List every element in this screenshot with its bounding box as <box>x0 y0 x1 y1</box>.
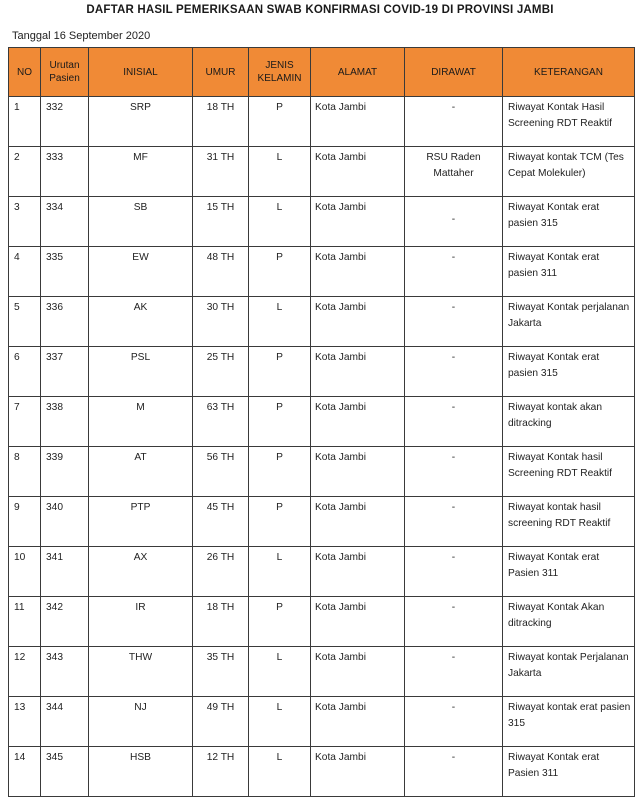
cell-alamat: Kota Jambi <box>311 747 405 797</box>
cell-no: 5 <box>9 297 41 347</box>
cell-jenis-kelamin: P <box>249 447 311 497</box>
table-row <box>9 497 635 547</box>
cell-dirawat: - <box>405 697 503 747</box>
cell-umur: 15 TH <box>193 197 249 247</box>
cell-jenis-kelamin: L <box>249 197 311 247</box>
cell-jenis-kelamin: L <box>249 697 311 747</box>
table-row <box>9 647 635 697</box>
cell-inisial: AX <box>89 547 193 597</box>
cell-alamat: Kota Jambi <box>311 97 405 147</box>
cell-jenis-kelamin: P <box>249 247 311 297</box>
cell-alamat: Kota Jambi <box>311 447 405 497</box>
cell-keterangan: Riwayat Kontak perjalanan Jakarta <box>503 297 635 347</box>
cell-jenis-kelamin: L <box>249 147 311 197</box>
table-header-row <box>9 48 635 97</box>
column-header-jenis-kelamin: JENIS KELAMIN <box>249 48 311 97</box>
cell-dirawat: - <box>405 297 503 347</box>
cell-urutan-pasien: 335 <box>41 247 89 297</box>
table-row <box>9 247 635 297</box>
cell-urutan-pasien: 340 <box>41 497 89 547</box>
cell-jenis-kelamin: L <box>249 647 311 697</box>
cell-keterangan: Riwayat Kontak erat Pasien 311 <box>503 547 635 597</box>
cell-inisial: EW <box>89 247 193 297</box>
table-row <box>9 597 635 647</box>
column-header-dirawat: DIRAWAT <box>405 48 503 97</box>
cell-umur: 26 TH <box>193 547 249 597</box>
cell-dirawat <box>405 197 503 247</box>
cell-keterangan: Riwayat kontak Perjalanan Jakarta <box>503 647 635 697</box>
cell-urutan-pasien: 342 <box>41 597 89 647</box>
cell-jenis-kelamin: P <box>249 597 311 647</box>
table-row <box>9 447 635 497</box>
cell-jenis-kelamin: L <box>249 297 311 347</box>
cell-keterangan: Riwayat Kontak Hasil Screening RDT Reaktif <box>503 97 635 147</box>
cell-umur: 25 TH <box>193 347 249 397</box>
table-row <box>9 397 635 447</box>
cell-alamat: Kota Jambi <box>311 597 405 647</box>
column-header-no: NO <box>9 48 41 97</box>
cell-alamat: Kota Jambi <box>311 697 405 747</box>
cell-dirawat: - <box>405 447 503 497</box>
cell-inisial: AK <box>89 297 193 347</box>
table-row <box>9 697 635 747</box>
cell-umur: 18 TH <box>193 97 249 147</box>
cell-alamat: Kota Jambi <box>311 497 405 547</box>
document-date: Tanggal 16 September 2020 <box>12 30 151 42</box>
cell-no: 4 <box>9 247 41 297</box>
column-header-keterangan: KETERANGAN <box>503 48 635 97</box>
cell-dirawat: - <box>405 747 503 797</box>
cell-inisial: THW <box>89 647 193 697</box>
cell-alamat: Kota Jambi <box>311 247 405 297</box>
cell-alamat: Kota Jambi <box>311 147 405 197</box>
cell-umur: 49 TH <box>193 697 249 747</box>
cell-urutan-pasien: 337 <box>41 347 89 397</box>
cell-no: 14 <box>9 747 41 797</box>
document-title: DAFTAR HASIL PEMERIKSAAN SWAB KONFIRMASI COVID-19 DI PROVINSI JAMBI <box>86 4 554 16</box>
cell-alamat: Kota Jambi <box>311 397 405 447</box>
table-row <box>9 297 635 347</box>
cell-keterangan: Riwayat kontak hasil screening RDT Reaktif <box>503 497 635 547</box>
cell-urutan-pasien: 339 <box>41 447 89 497</box>
cell-dirawat: RSU Raden Mattaher <box>405 147 503 197</box>
cell-keterangan: Riwayat Kontak erat pasien 311 <box>503 247 635 297</box>
cell-dirawat: - <box>405 547 503 597</box>
cell-inisial: SRP <box>89 97 193 147</box>
cell-no: 3 <box>9 197 41 247</box>
cell-keterangan: Riwayat Kontak erat pasien 315 <box>503 347 635 397</box>
cell-urutan-pasien: 341 <box>41 547 89 597</box>
cell-jenis-kelamin: L <box>249 747 311 797</box>
cell-inisial: SB <box>89 197 193 247</box>
cell-keterangan: Riwayat Kontak erat pasien 315 <box>503 197 635 247</box>
cell-no: 1 <box>9 97 41 147</box>
cell-urutan-pasien: 343 <box>41 647 89 697</box>
cell-jenis-kelamin: L <box>249 547 311 597</box>
cell-no: 6 <box>9 347 41 397</box>
cell-urutan-pasien: 333 <box>41 147 89 197</box>
cell-alamat: Kota Jambi <box>311 297 405 347</box>
cell-umur: 31 TH <box>193 147 249 197</box>
cell-no: 9 <box>9 497 41 547</box>
cell-urutan-pasien: 334 <box>41 197 89 247</box>
cell-urutan-pasien: 336 <box>41 297 89 347</box>
table-row <box>9 197 635 247</box>
cell-alamat: Kota Jambi <box>311 347 405 397</box>
cell-urutan-pasien: 344 <box>41 697 89 747</box>
cell-inisial: NJ <box>89 697 193 747</box>
cell-alamat: Kota Jambi <box>311 547 405 597</box>
cell-keterangan: Riwayat kontak erat pasien 315 <box>503 697 635 747</box>
cell-dirawat: - <box>405 247 503 297</box>
cell-inisial: PSL <box>89 347 193 397</box>
cell-umur: 30 TH <box>193 297 249 347</box>
cell-dirawat: - <box>405 97 503 147</box>
cell-no: 2 <box>9 147 41 197</box>
cell-umur: 63 TH <box>193 397 249 447</box>
column-header-alamat: ALAMAT <box>311 48 405 97</box>
cell-dirawat: - <box>405 397 503 447</box>
cell-umur: 12 TH <box>193 747 249 797</box>
cell-jenis-kelamin: P <box>249 497 311 547</box>
cell-keterangan: Riwayat kontak TCM (Tes Cepat Molekuler) <box>503 147 635 197</box>
cell-no: 8 <box>9 447 41 497</box>
cell-dirawat: - <box>405 497 503 547</box>
table-row <box>9 147 635 197</box>
cell-dirawat: - <box>405 347 503 397</box>
cell-umur: 48 TH <box>193 247 249 297</box>
column-header-umur: UMUR <box>193 48 249 97</box>
cell-urutan-pasien: 332 <box>41 97 89 147</box>
cell-inisial: M <box>89 397 193 447</box>
column-header-urutan-pasien: Urutan Pasien <box>41 48 89 97</box>
table-row <box>9 97 635 147</box>
cell-umur: 18 TH <box>193 597 249 647</box>
cell-inisial: HSB <box>89 747 193 797</box>
cell-inisial: MF <box>89 147 193 197</box>
cell-no: 11 <box>9 597 41 647</box>
table-row <box>9 547 635 597</box>
cell-keterangan: Riwayat Kontak hasil Screening RDT Reaktif <box>503 447 635 497</box>
cell-no: 12 <box>9 647 41 697</box>
cell-no: 13 <box>9 697 41 747</box>
cell-no: 10 <box>9 547 41 597</box>
cell-alamat: Kota Jambi <box>311 647 405 697</box>
cell-jenis-kelamin: P <box>249 347 311 397</box>
cell-dirawat: - <box>405 597 503 647</box>
table-row <box>9 747 635 797</box>
cell-umur: 45 TH <box>193 497 249 547</box>
patient-table <box>8 47 635 797</box>
cell-dirawat: - <box>405 647 503 697</box>
cell-keterangan: Riwayat Kontak Akan ditracking <box>503 597 635 647</box>
cell-umur: 56 TH <box>193 447 249 497</box>
cell-keterangan: Riwayat kontak akan ditracking <box>503 397 635 447</box>
cell-inisial: IR <box>89 597 193 647</box>
cell-jenis-kelamin: P <box>249 397 311 447</box>
cell-urutan-pasien: 345 <box>41 747 89 797</box>
cell-alamat: Kota Jambi <box>311 197 405 247</box>
table-row <box>9 347 635 397</box>
cell-urutan-pasien: 338 <box>41 397 89 447</box>
cell-jenis-kelamin: P <box>249 97 311 147</box>
cell-inisial: PTP <box>89 497 193 547</box>
cell-inisial: AT <box>89 447 193 497</box>
cell-umur: 35 TH <box>193 647 249 697</box>
column-header-inisial: INISIAL <box>89 48 193 97</box>
cell-dirawat-text: - <box>451 214 456 225</box>
cell-keterangan: Riwayat Kontak erat Pasien 311 <box>503 747 635 797</box>
cell-no: 7 <box>9 397 41 447</box>
